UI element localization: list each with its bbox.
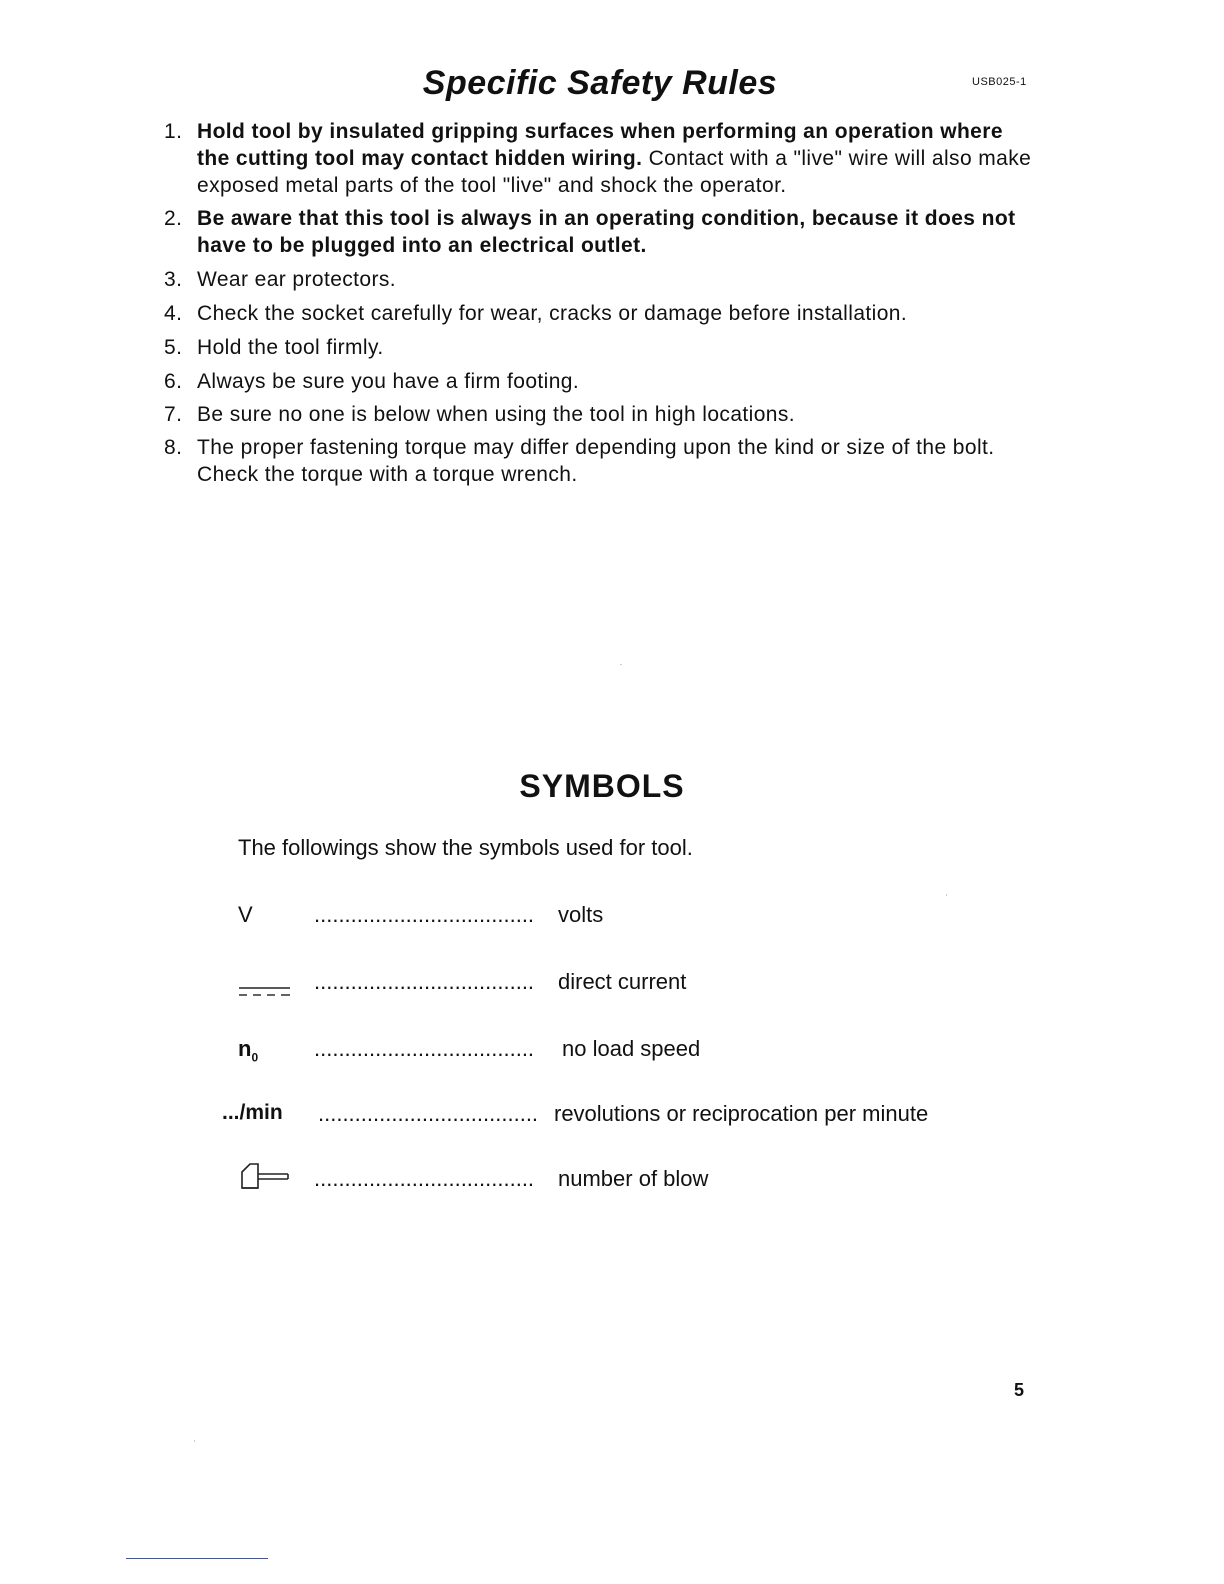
rule-number: 5. — [164, 336, 183, 359]
direct-current-icon — [238, 979, 292, 1005]
rule-bold-text: Hold tool by insulated gripping surfaces when performing an operation where the cutting tool may contact hidden wiring. — [197, 120, 1003, 170]
rule-number: 2. — [164, 207, 183, 230]
scan-speck — [946, 894, 947, 896]
symbol-subscript: 0 — [251, 1050, 259, 1065]
symbols-intro: The followings show the symbols used for tool. — [238, 835, 693, 860]
rule-bold-text: Be aware that this tool is always in an operating condition, because it does not have to be plugged into an electrical outlet. — [197, 207, 1016, 257]
safety-rule-4 — [164, 300, 1034, 327]
safety-rule-5 — [164, 334, 1034, 361]
rule-normal-text: Contact with a "live" wire will also make exposed metal parts of the tool "live" and shock the operator. — [197, 147, 1032, 197]
safety-rule-8 — [164, 434, 1034, 488]
symbol-per-minute: .../min — [222, 1101, 283, 1124]
rule-number: 7. — [164, 403, 183, 426]
rule-normal-text: The proper fastening torque may differ depending upon the kind or size of the bolt. Check the torque with a torque wrench. — [197, 436, 995, 486]
symbols-heading: SYMBOLS — [519, 768, 685, 804]
leader-dots: .................................... — [314, 1166, 535, 1191]
rule-number: 4. — [164, 302, 183, 325]
safety-rule-1 — [164, 118, 1034, 199]
rule-number: 6. — [164, 370, 183, 393]
rule-number: 3. — [164, 268, 183, 291]
rule-number: 1. — [164, 120, 183, 143]
scan-speck — [194, 1440, 195, 1442]
symbol-meaning: number of blow — [558, 1166, 709, 1191]
rule-number: 8. — [164, 436, 183, 459]
safety-rule-6 — [164, 368, 1034, 395]
symbol-meaning: volts — [558, 902, 604, 927]
symbol-no-load-speed — [238, 1036, 258, 1064]
scan-edge-line — [126, 1558, 268, 1559]
rule-normal-text: Hold the tool firmly. — [197, 336, 384, 359]
page-title: Specific Safety Rules — [422, 64, 778, 102]
safety-rule-3 — [164, 266, 1034, 293]
leader-dots: .................................... — [318, 1101, 539, 1126]
leader-dots: .................................... — [314, 902, 535, 927]
symbol-volts: V — [238, 902, 253, 927]
symbol-meaning: no load speed — [562, 1036, 701, 1061]
scan-speck — [620, 664, 622, 665]
leader-dots: .................................... — [314, 969, 535, 994]
safety-rule-7 — [164, 401, 1034, 428]
rule-normal-text: Be sure no one is below when using the tool in high locations. — [197, 403, 796, 426]
rule-normal-text: Check the socket carefully for wear, cracks or damage before installation. — [197, 302, 908, 325]
document-code: USB025-1 — [972, 76, 1027, 88]
rule-normal-text: Always be sure you have a firm footing. — [197, 370, 580, 393]
hammer-blow-icon — [238, 1162, 292, 1198]
rule-normal-text: Wear ear protectors. — [197, 268, 397, 291]
leader-dots: .................................... — [314, 1036, 535, 1061]
symbol-n: n — [238, 1036, 252, 1061]
safety-rule-2 — [164, 205, 1034, 259]
symbol-meaning: revolutions or reciprocation per minute — [554, 1101, 929, 1126]
page-number: 5 — [1014, 1380, 1025, 1400]
symbol-meaning: direct current — [558, 969, 687, 994]
